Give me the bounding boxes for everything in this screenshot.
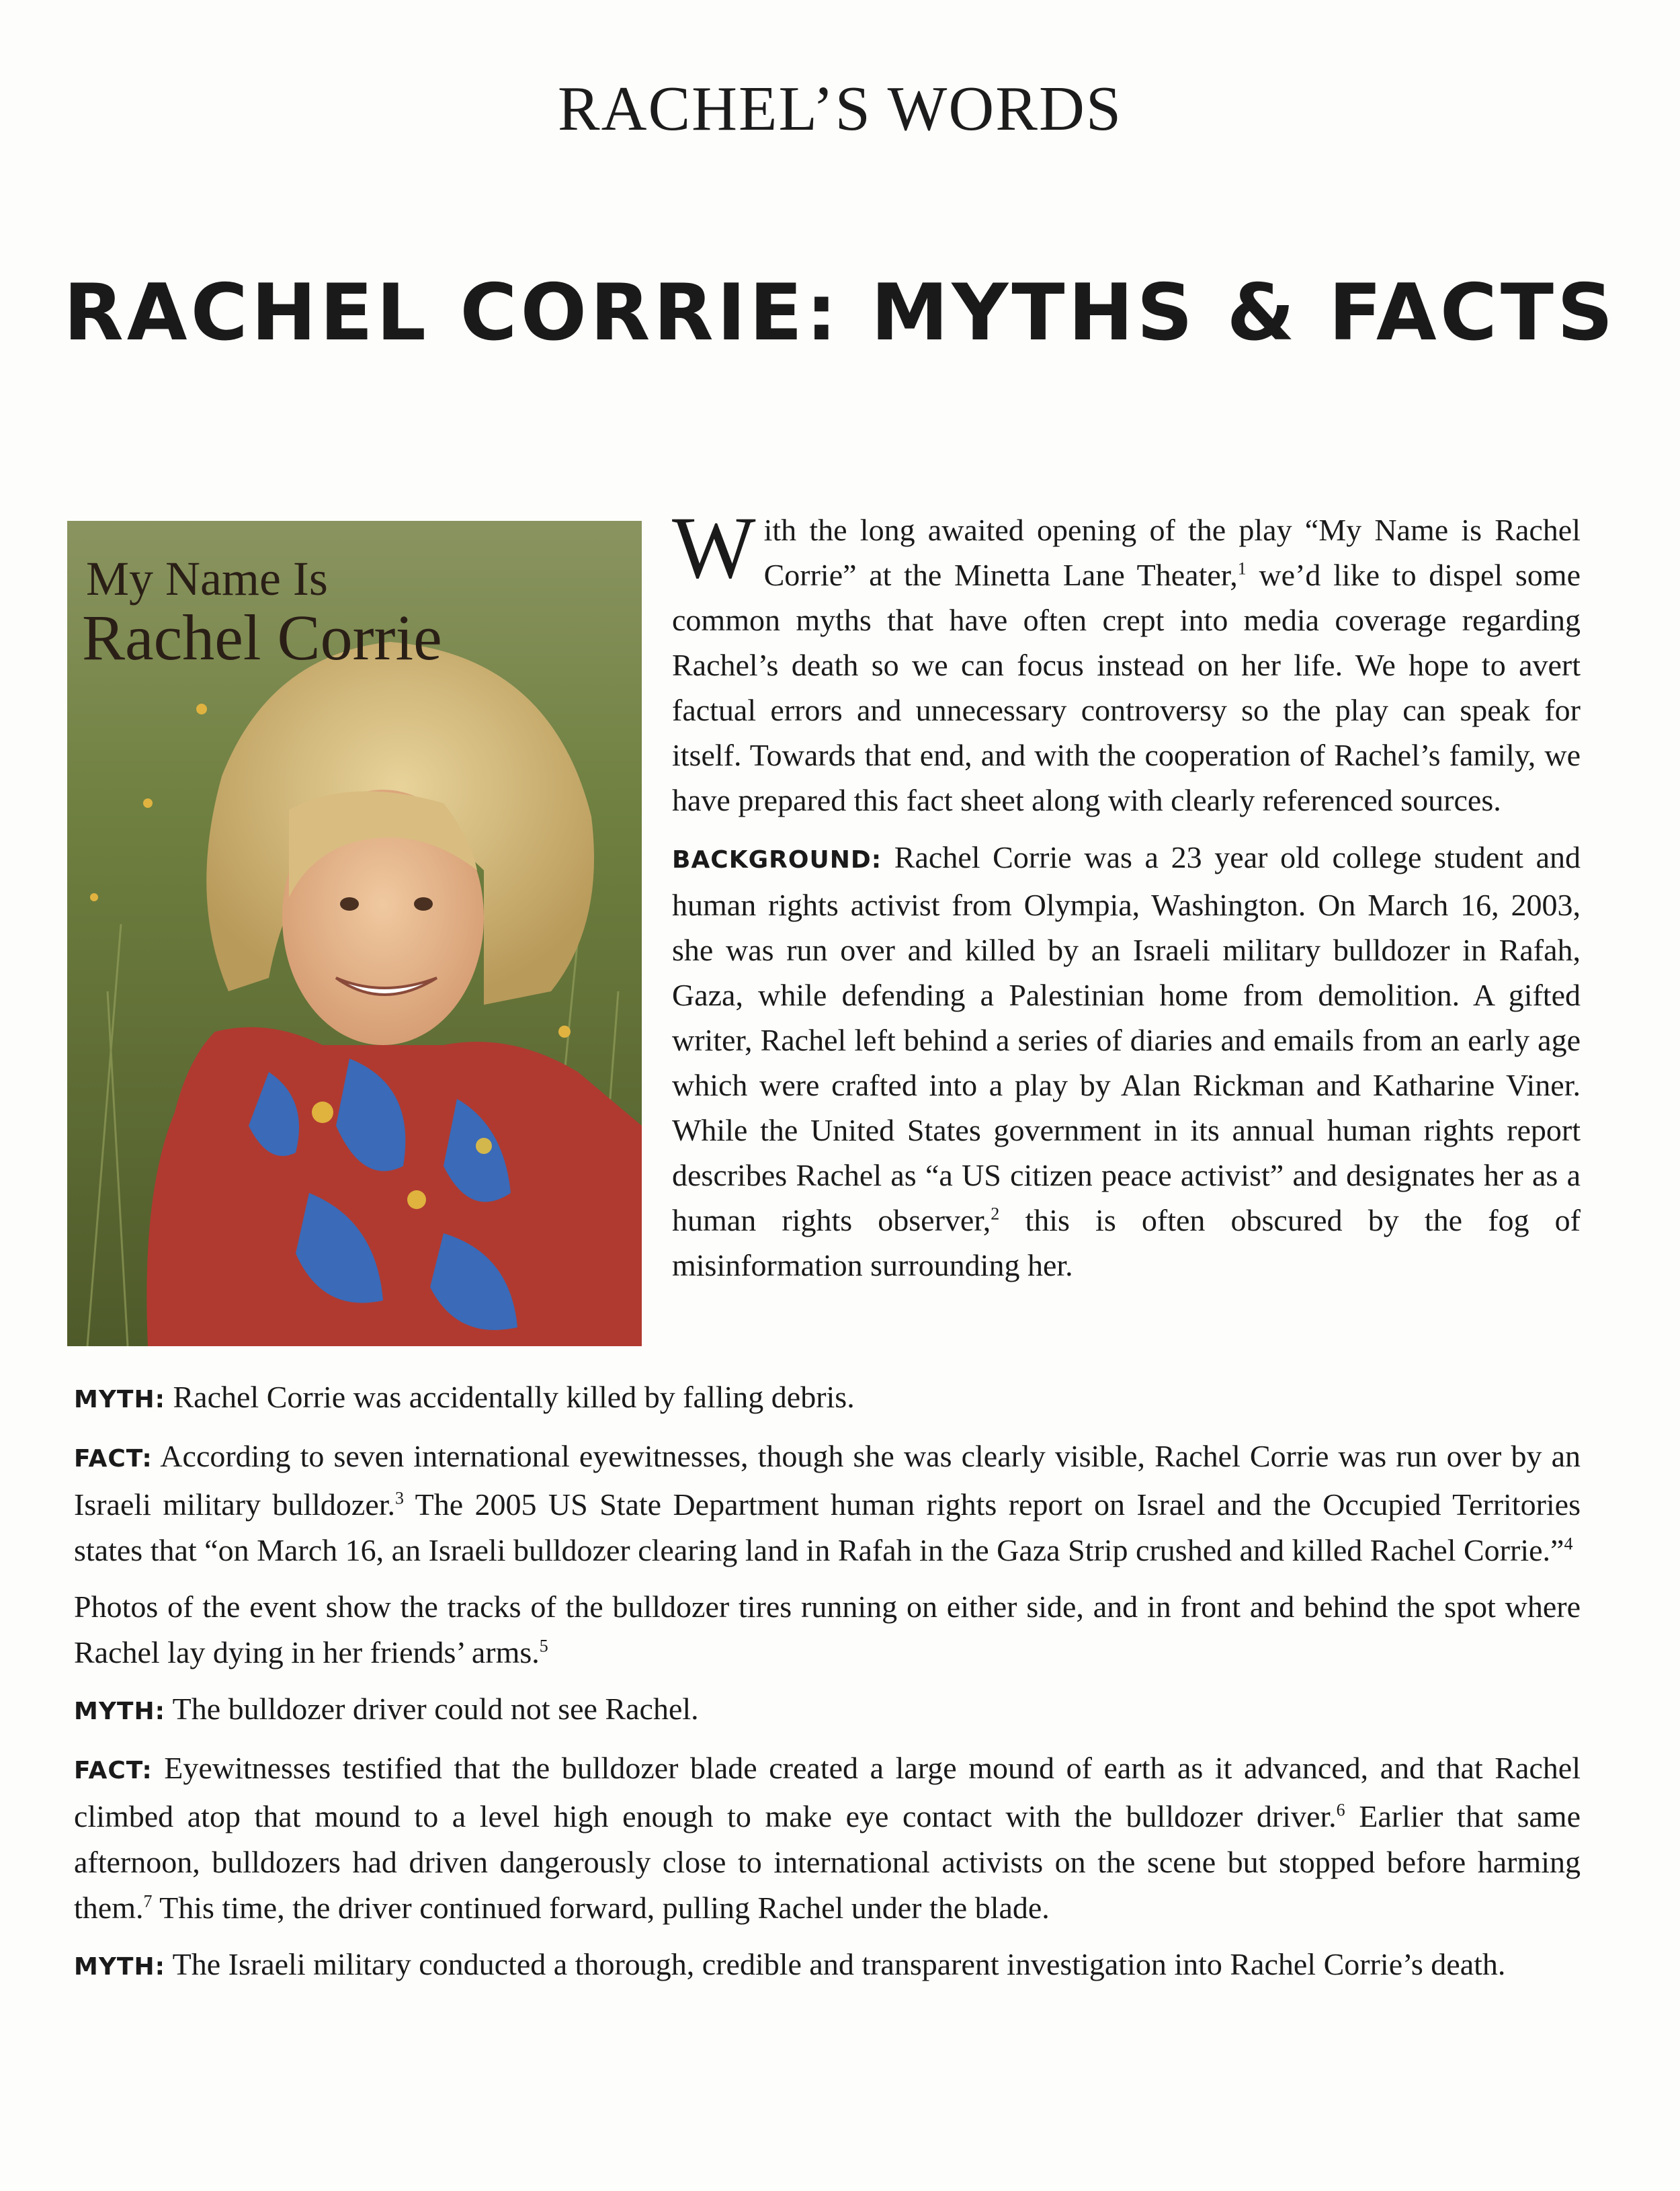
- footnote-ref: 2: [991, 1204, 1000, 1224]
- drop-cap: W: [672, 498, 756, 597]
- myth-text: The bulldozer driver could not see Rachel.: [165, 1692, 699, 1726]
- fact-text-b: The 2005 US State Department human rights report on Israel and the Occupied Territories states that “on March 16, an Israeli bulldozer clearing land in Rafah in the Gaza Strip crushed and killed Rachel Corrie.”: [74, 1487, 1581, 1567]
- fact-text-a: Eyewitnesses testified that the bulldozer blade created a large mound of earth as it advanced, and that Rachel climbed atop that mound to a level high enough to make eye contact with the bulldozer driver.: [74, 1751, 1581, 1833]
- fact-paragraph: [74, 1745, 1581, 1931]
- fact-label: FACT:: [74, 1445, 153, 1473]
- background-text-a: Rachel Corrie was a 23 year old college student and human rights activist from Olympia, Washington. On March 16, 2003, she was run over and killed by an Israeli military bulldozer in Rafah, Gaza, while defending a Palestinian home from demolition. A gifted writer, Rachel left behind a series of diaries and emails from an early age which were crafted into a play by Alan Rickman and Katharine Viner. While the United States government in its annual human rights report describes Rachel as “a US citizen peace activist” and designates her as a human rights observer,: [672, 840, 1581, 1237]
- intro-text-b: we’d like to dispel some common myths that have often crept into media coverage regarding Rachel’s death so we can focus instead on her life. We hope to avert factual errors and unnecessary controversy so the play can speak for itself. Towards that end, and with the cooperation of Rachel’s family, we have prepared this fact sheet along with clearly referenced sources.: [672, 558, 1581, 817]
- myth-paragraph: [74, 1942, 1581, 1990]
- fact-text-a: According to seven international eyewitnesses, though she was clearly visible, Rachel Corrie was run over by an Israeli military bulldozer.: [74, 1439, 1581, 1522]
- myth-paragraph: [74, 1686, 1581, 1735]
- footnote-ref: 1: [1237, 559, 1247, 579]
- myth-text: The Israeli military conducted a thorough, credible and transparent investigation into Rachel Corrie’s death.: [165, 1947, 1506, 1981]
- page-title: RACHEL CORRIE: MYTHS & FACTS: [63, 267, 1617, 358]
- fact-text-c: This time, the driver continued forward, pulling Rachel under the blade.: [152, 1891, 1050, 1925]
- myth-label: MYTH:: [74, 1698, 165, 1725]
- fact-text-b: Earlier that same afternoon, bulldozers had driven dangerously close to international activists on the scene but stopped before harming them.: [74, 1799, 1581, 1925]
- cover-title-line1: My Name Is: [86, 552, 328, 606]
- footnote-ref: 5: [539, 1636, 548, 1656]
- footnote-ref: 3: [395, 1488, 405, 1508]
- photos-text: Photos of the event show the tracks of the bulldozer tires running on either side, and in front and behind the spot where Rachel lay dying in her friends’ arms.: [74, 1589, 1581, 1669]
- main-body: [74, 1374, 1581, 2001]
- background-label: BACKGROUND:: [672, 846, 882, 874]
- myth-label: MYTH:: [74, 1953, 165, 1981]
- footnote-ref: 4: [1564, 1534, 1573, 1554]
- intro-column: [672, 498, 1581, 1300]
- photos-paragraph: [74, 1584, 1581, 1676]
- myth-text: Rachel Corrie was accidentally killed by falling debris.: [165, 1380, 855, 1414]
- footnote-ref: 7: [143, 1891, 153, 1911]
- background-paragraph: [672, 835, 1581, 1288]
- myth-paragraph: [74, 1374, 1581, 1423]
- cover-photo-title: [82, 552, 442, 673]
- background-text-b: this is often obscured by the fog of misinformation surrounding her.: [672, 1203, 1581, 1282]
- footnote-ref: 6: [1336, 1800, 1345, 1820]
- cover-photo: [67, 521, 642, 1346]
- fact-paragraph: [74, 1434, 1581, 1573]
- intro-paragraph: [672, 498, 1581, 823]
- cover-title-line2: Rachel Corrie: [82, 602, 442, 673]
- myth-label: MYTH:: [74, 1386, 165, 1413]
- section-header: RACHEL’S WORDS: [557, 74, 1123, 144]
- intro-text-a: ith the long awaited opening of the play “My Name is Rachel Corrie” at the Minetta Lane Theater,: [763, 513, 1581, 592]
- fact-label: FACT:: [74, 1757, 153, 1784]
